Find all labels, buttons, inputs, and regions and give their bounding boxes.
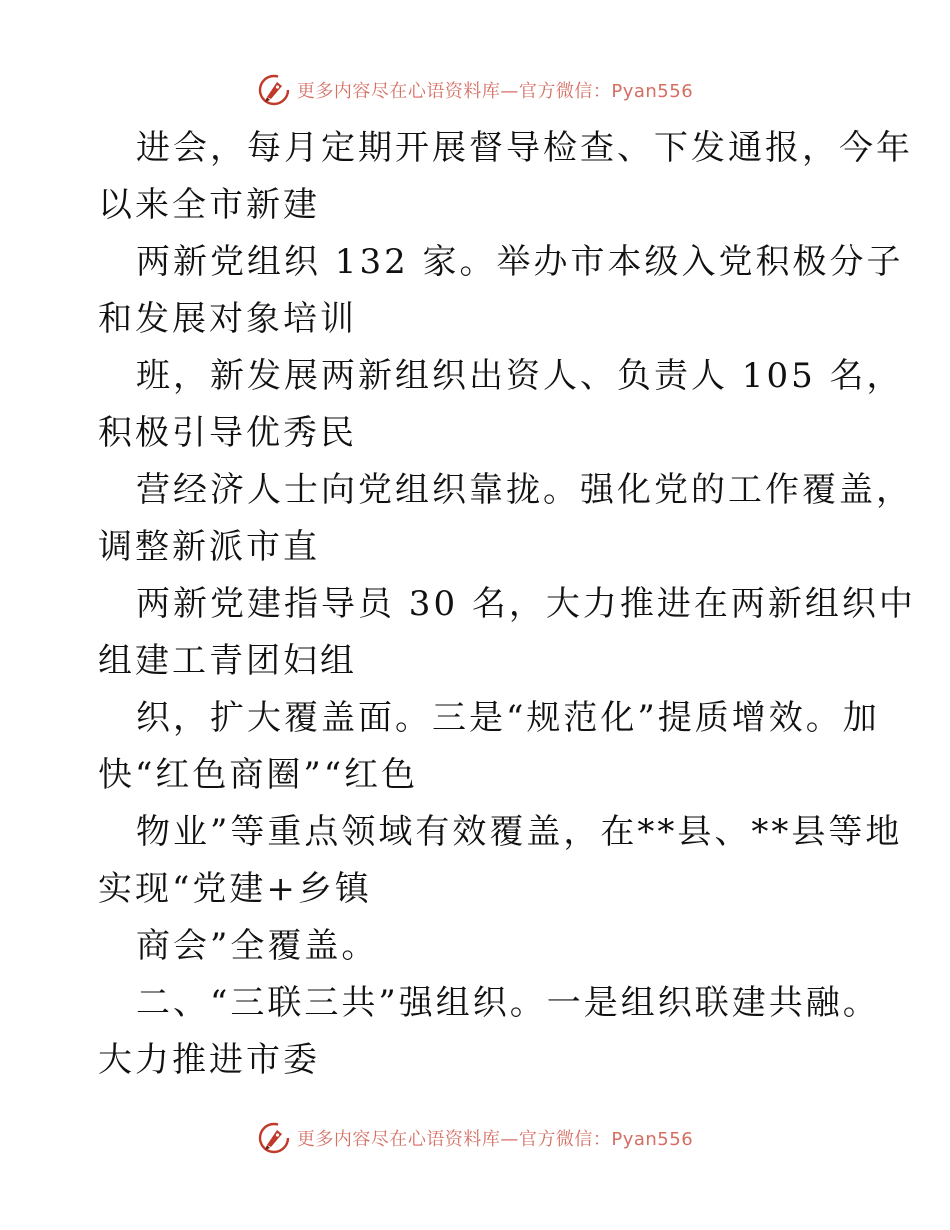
body-text-line: 和发展对象培训 <box>98 299 357 339</box>
body-text-line: 调整新派市直 <box>98 527 320 567</box>
footer-banner <box>0 1118 950 1158</box>
body-text-line: 营经济人士向党组织靠拢。强化党的工作覆盖， <box>136 470 913 510</box>
body-text-line: 进会，每月定期开展督导检查、下发通报，今年 <box>136 128 913 168</box>
body-text-line: 快“红色商圈”“红色 <box>98 755 419 795</box>
body-text-line: 以来全市新建 <box>98 185 320 225</box>
body-text-line: 班，新发展两新组织出资人、负责人 105 名， <box>136 356 904 396</box>
body-text-line: 商会”全覆盖。 <box>136 926 379 966</box>
pen-nib-seal-icon <box>257 1121 291 1155</box>
footer-watermark-text: 更多内容尽在心语资料库—官方微信：Pyan556 <box>296 1129 694 1150</box>
body-text-line: 组建工青团妇组 <box>98 641 357 681</box>
body-text-line: 两新党组织 132 家。举办市本级入党积极分子 <box>136 242 904 282</box>
body-text-line: 物业”等重点领域有效覆盖，在**县、**县等地 <box>136 812 903 852</box>
body-text-line: 积极引导优秀民 <box>98 413 357 453</box>
header-banner <box>0 70 950 110</box>
pen-nib-seal-icon <box>257 73 291 107</box>
body-text-line: 二、“三联三共”强组织。一是组织联建共融。 <box>136 983 880 1023</box>
body-text-line: 实现“党建+乡镇 <box>98 869 372 909</box>
body-text-line: 两新党建指导员 30 名，大力推进在两新组织中 <box>136 584 916 624</box>
document-body <box>98 120 916 1089</box>
body-text-line: 大力推进市委 <box>98 1040 320 1080</box>
header-watermark-text: 更多内容尽在心语资料库—官方微信：Pyan556 <box>296 81 694 102</box>
body-text-line: 织，扩大覆盖面。三是“规范化”提质增效。加 <box>136 698 880 738</box>
